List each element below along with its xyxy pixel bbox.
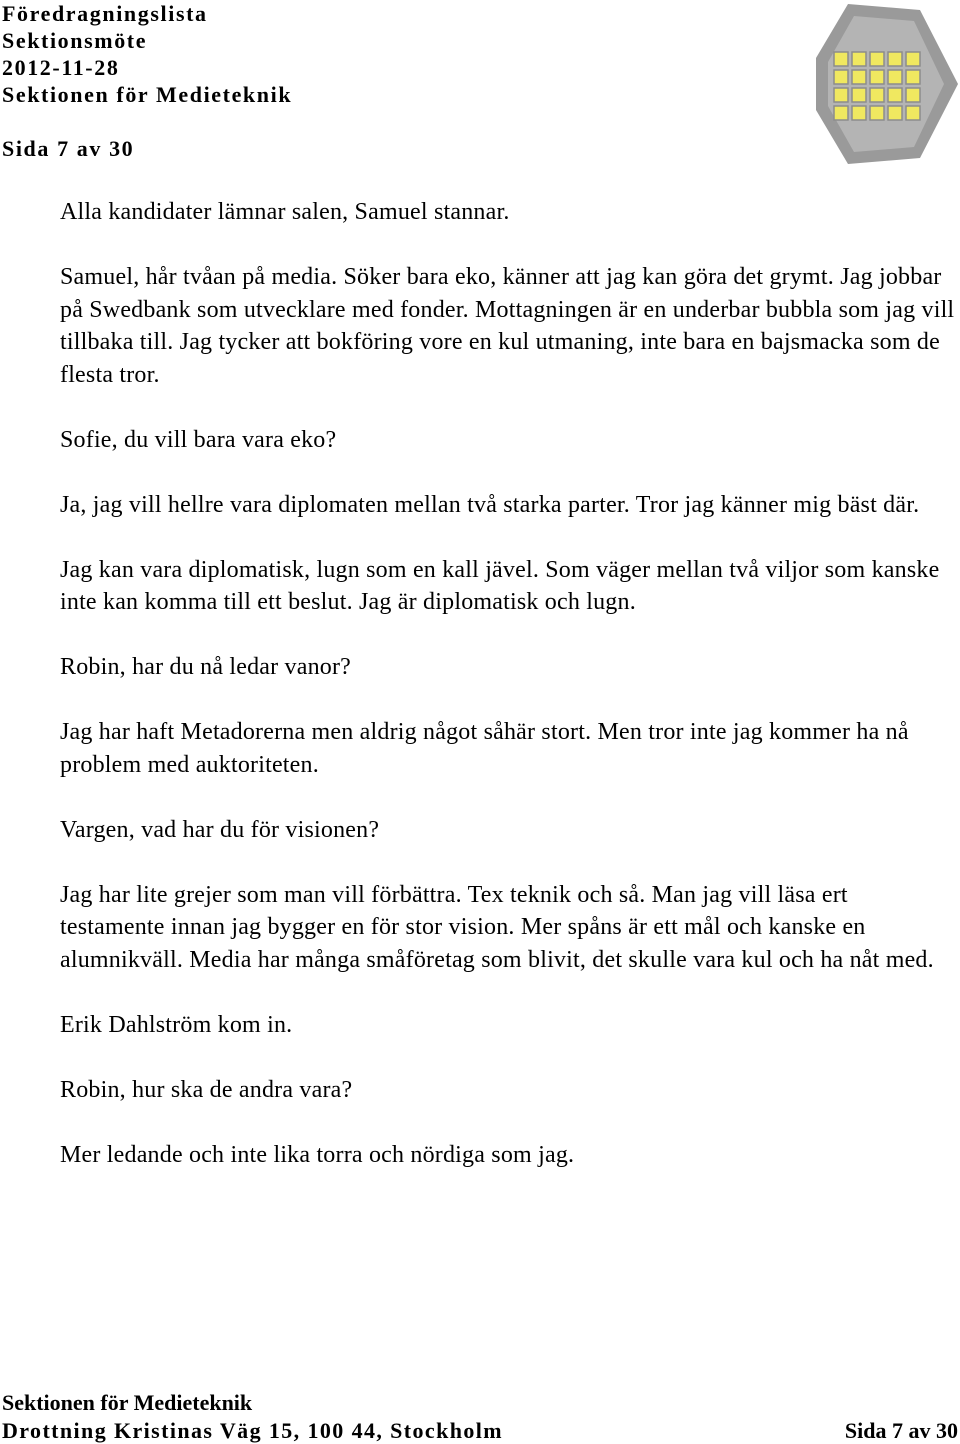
paragraph-answer-metadorerna: Jag har haft Metadorerna men aldrig något såhär stort. Men tror inte jag kommer ha nå problem med auktoriteten.: [60, 719, 909, 778]
header-page-number: Sida 7 av 30: [2, 136, 135, 161]
paragraph-question-robin-others: Robin, hur ska de andra vara?: [60, 1076, 353, 1103]
paragraph-question-vargen: Vargen, vad har du för visionen?: [60, 816, 380, 843]
paragraph-candidates-leave: Alla kandidater lämnar salen, Samuel stannar.: [60, 199, 510, 225]
paragraph-answer-calm: Jag kan vara diplomatisk, lugn som en kall jävel. Som väger mellan två viljor som kanske inte kan komma till ett beslut. Jag är diplomatisk och lugn.: [60, 556, 940, 615]
paragraph-question-robin-leader: Robin, har du nå ledar vanor?: [60, 654, 352, 680]
paragraph-answer-vision: Jag har lite grejer som man vill förbättra. Tex teknik och så. Man jag vill läsa ert testamente innan jag bygger en för stor vision. Mer spåns är ett mål och kanske en alumnikväll. Media har många småföretag som blivit, det skulle vara kul och ha nåt med.: [60, 881, 934, 973]
section-logo: [808, 0, 960, 168]
header-meeting-type: Sektionsmöte: [2, 28, 148, 53]
header-date: 2012-11-28: [2, 55, 120, 80]
paragraph-samuel-intro: Samuel, hår tvåan på media. Söker bara eko, känner att jag kan göra det grymt. Jag jobbar på Swedbank som utvecklare med fonder. Mottagningen är en underbar bubbla som jag vill tillbaka till. Jag tycker att bokföring vore en kul utmaning, inte bara en bajsmacka som de flesta tror.: [60, 264, 955, 388]
header-title: Föredragningslista: [2, 1, 208, 26]
footer-organization: Sektionen för Medieteknik: [2, 1390, 253, 1415]
paragraph-erik-arrives: Erik Dahlström kom in.: [60, 1011, 293, 1038]
footer-address: Drottning Kristinas Väg 15, 100 44, Stockholm: [2, 1418, 504, 1443]
minutes-body: [60, 196, 955, 1204]
footer-page-number: Sida 7 av 30: [844, 1418, 958, 1443]
paragraph-answer-diplomat: Ja, jag vill hellre vara diplomaten mellan två starka parter. Tror jag känner mig bäst där.: [60, 491, 920, 518]
paragraph-question-sofie: Sofie, du vill bara vara eko?: [60, 426, 337, 453]
paragraph-answer-leading: Mer ledande och inte lika torra och nördiga som jag.: [60, 1141, 575, 1168]
header-organization: Sektionen för Medieteknik: [2, 82, 293, 107]
